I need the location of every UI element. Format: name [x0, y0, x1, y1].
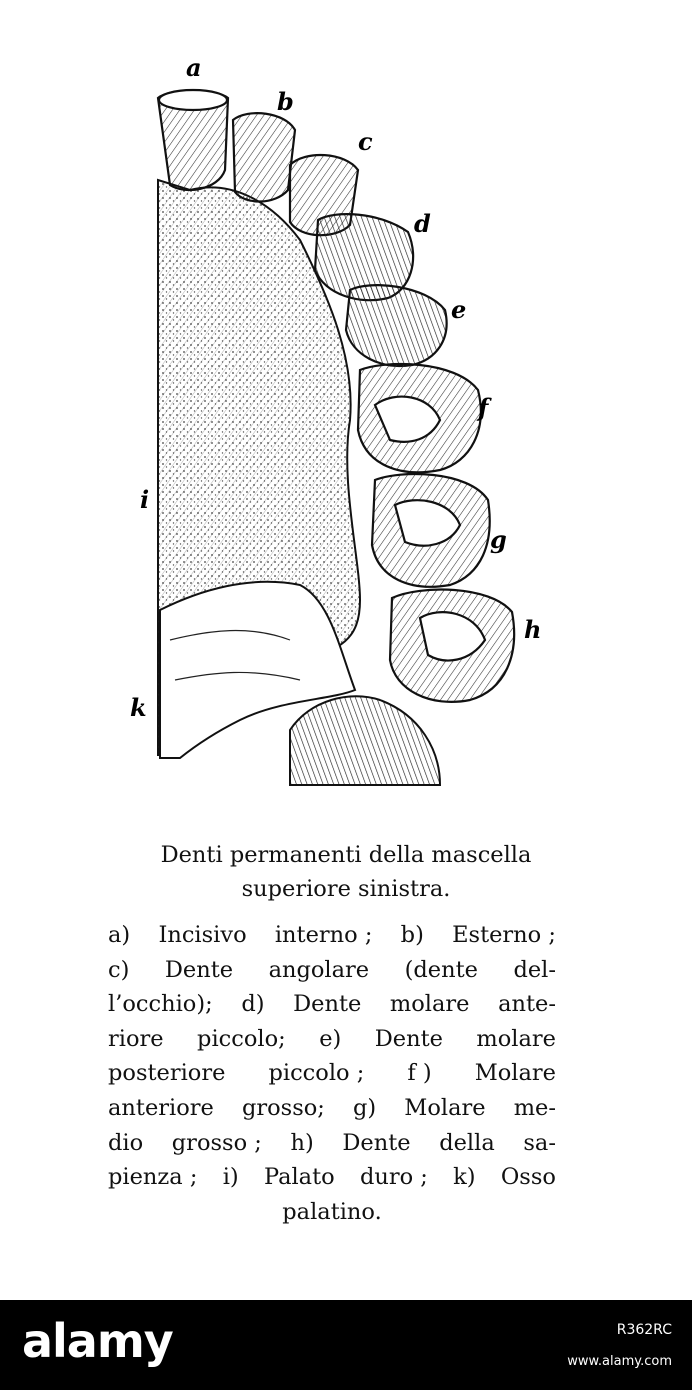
caption-word: a)	[108, 922, 131, 948]
caption-word: del-	[513, 956, 556, 983]
caption-word: f )	[407, 1060, 432, 1087]
label-k: k	[130, 693, 147, 722]
caption-word: piccolo ;	[268, 1060, 365, 1087]
caption-body	[108, 918, 556, 1229]
caption-line	[108, 987, 556, 1022]
caption-word: Palato	[263, 1164, 335, 1191]
caption-word: piccolo;	[197, 1025, 286, 1052]
caption-word: Dente	[342, 1129, 411, 1156]
caption-line	[108, 1091, 556, 1126]
caption-word: l’occhio);	[108, 991, 213, 1018]
caption-word: grosso;	[241, 1094, 325, 1121]
caption-word: anteriore	[108, 1094, 214, 1121]
caption-line	[108, 1022, 556, 1057]
label-i: i	[140, 485, 150, 514]
caption-word: palatino.	[282, 1198, 382, 1225]
caption-word: interno ;	[274, 922, 373, 948]
caption-word: Dente	[293, 991, 362, 1018]
caption-word: Osso	[500, 1164, 556, 1191]
label-e: e	[451, 295, 467, 324]
caption-word: sa-	[523, 1129, 556, 1156]
caption-word: h)	[290, 1129, 314, 1156]
watermark-logo: alamy	[22, 1314, 173, 1368]
caption-word: Dente	[164, 956, 234, 983]
caption-line	[108, 1126, 556, 1161]
caption-word: g)	[353, 1094, 377, 1121]
caption-title-line: Denti permanenti della mascella	[160, 842, 532, 868]
caption-word: Incisivo	[158, 922, 247, 948]
caption-word: e)	[319, 1025, 342, 1052]
caption-word: Molare	[474, 1060, 556, 1087]
caption-line	[108, 918, 556, 953]
caption-word: pienza ;	[108, 1164, 198, 1191]
caption-line	[108, 1160, 556, 1195]
label-b: b	[277, 87, 294, 116]
label-h: h	[524, 615, 542, 644]
caption-word: ante-	[498, 991, 556, 1018]
caption-word: b)	[400, 922, 424, 948]
caption-word: della	[439, 1129, 495, 1156]
watermark-image-id: R362RC	[616, 1322, 672, 1338]
caption-word: Esterno ;	[452, 922, 556, 948]
label-a: a	[186, 53, 202, 82]
caption-title-line: superiore sinistra.	[241, 876, 451, 902]
caption-word: Molare	[404, 1094, 486, 1121]
caption-line	[108, 1195, 556, 1230]
watermark-url: www.alamy.com	[567, 1354, 672, 1369]
caption-word: duro ;	[359, 1164, 428, 1191]
caption-word: molare	[476, 1025, 556, 1052]
label-g: g	[490, 525, 507, 554]
label-d: d	[414, 209, 431, 238]
caption-word: i)	[222, 1164, 239, 1191]
caption-word: Dente	[374, 1025, 443, 1052]
caption-word: dio	[108, 1129, 144, 1156]
caption-word: angolare	[268, 956, 370, 983]
caption-line	[108, 1056, 556, 1091]
caption-word: molare	[389, 991, 470, 1018]
caption-word: posteriore	[108, 1060, 226, 1087]
caption-word: d)	[241, 991, 265, 1018]
caption-word: grosso ;	[171, 1129, 262, 1156]
caption-word: me-	[513, 1094, 556, 1121]
watermark-bar	[0, 1300, 692, 1390]
caption-word: (dente	[404, 956, 478, 983]
caption-line	[108, 953, 556, 988]
caption-word: c)	[108, 956, 130, 983]
caption-word: riore	[108, 1025, 164, 1052]
label-c: c	[358, 127, 373, 156]
caption-title	[0, 838, 692, 906]
label-f: f	[478, 393, 489, 422]
caption-word: k)	[453, 1164, 476, 1191]
